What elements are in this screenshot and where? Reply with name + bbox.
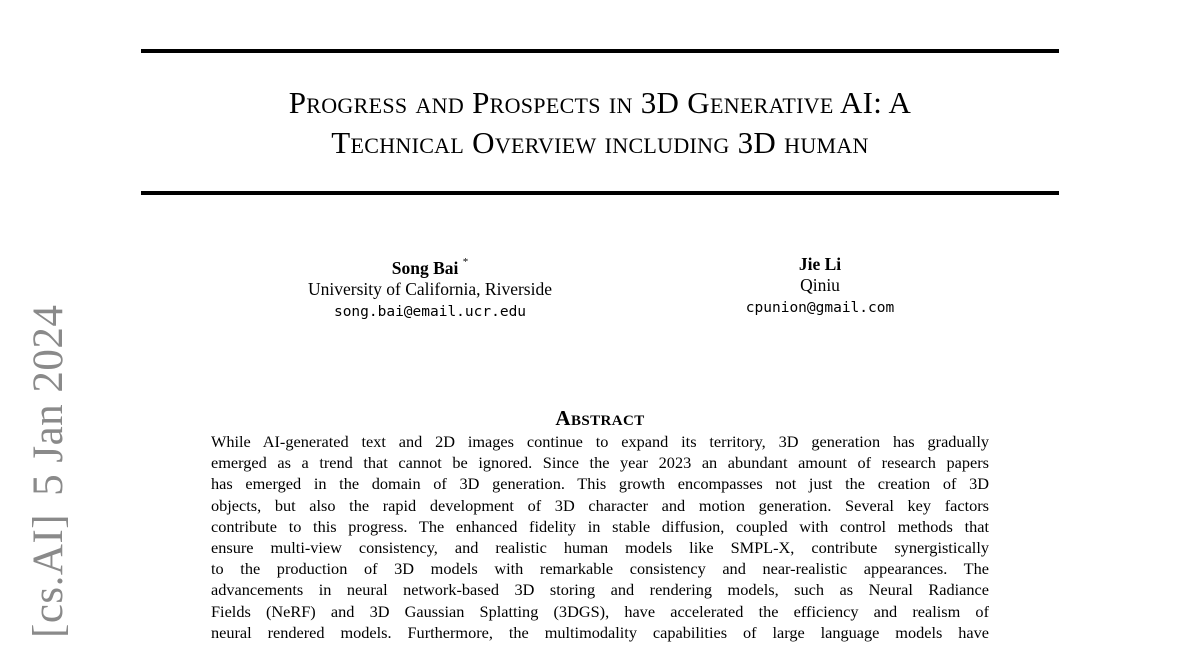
author-email: cpunion@gmail.com — [745, 300, 895, 316]
abstract-line: neural rendered models. Furthermore, the multimodality capabilities of large language models have — [211, 622, 989, 642]
title-top-rule — [141, 49, 1059, 53]
author-name — [260, 254, 600, 279]
author-affiliation: University of California, Riverside — [308, 278, 552, 299]
author-email: song.bai@email.ucr.edu — [333, 303, 527, 320]
abstract-line: contribute to this progress. The enhanced fidelity in stable diffusion, coupled with control methods that — [211, 516, 989, 536]
arxiv-date: 5 Jan 2024 — [25, 304, 72, 496]
author-footnote-marker: * — [462, 256, 469, 268]
title-bottom-rule — [141, 191, 1059, 195]
abstract-line: advancements in neural network-based 3D storing and rendering models, such as Neural Radiance — [211, 580, 989, 600]
abstract-line: Fields (NeRF) and 3D Gaussian Splatting (3DGS), have accelerated the efficiency and realism of — [211, 601, 989, 621]
abstract-line: has emerged in the domain of 3D generation. This growth encompasses not just the creation of 3D — [211, 474, 989, 494]
arxiv-identifier-stamp — [24, 305, 74, 638]
title-line-1: Progress and Prospects in 3D Generative AI: A — [288, 85, 912, 120]
abstract-line: objects, but also the rapid development of 3D character and motion generation. Several key factors — [211, 495, 989, 515]
author-block-song-bai — [260, 254, 600, 323]
abstract-heading: Abstract — [555, 406, 645, 430]
abstract-body — [211, 431, 989, 643]
author-block-jie-li — [670, 254, 970, 319]
author-affiliation: Qiniu — [800, 275, 840, 295]
arxiv-category: [cs.AI] — [25, 513, 72, 638]
abstract-line: emerged as a trend that cannot be ignored. Since the year 2023 an abundant amount of research papers — [211, 453, 989, 473]
abstract-line: ensure multi-view consistency, and realistic human models like SMPL-X, contribute synergistically — [211, 537, 989, 557]
title-line-2: Technical Overview including 3D human — [331, 125, 869, 160]
abstract-line: to the production of 3D models with remarkable consistency and near-realistic appearances. The — [211, 559, 989, 579]
abstract-line: While AI-generated text and 2D images continue to expand its territory, 3D generation has gradually — [211, 432, 989, 451]
author-name — [670, 254, 970, 275]
author-name-text: Jie Li — [798, 254, 842, 274]
author-name-text: Song Bai — [391, 257, 459, 278]
paper-title — [141, 83, 1059, 163]
